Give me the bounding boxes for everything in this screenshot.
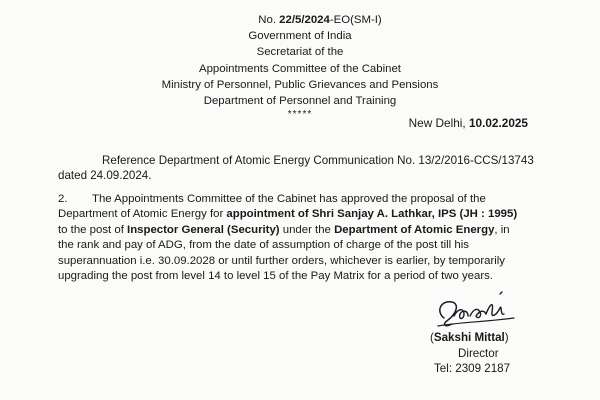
appointee-details: appointment of Shri Sanjay A. Lathkar, IPS (JH : 1995) (226, 208, 518, 221)
document-header (0, 12, 600, 121)
signatory-name: (Sakshi Mittal) (430, 331, 509, 344)
paragraph-line-1: 2. The Appointments Committee of the Cabinet has approved the proposal of the (58, 192, 560, 207)
header-secretariat: Secretariat of the (256, 46, 344, 59)
signature-drawing (430, 282, 520, 332)
header-committee: Appointments Committee of the Cabinet (199, 62, 401, 75)
signatory-block (430, 330, 560, 377)
file-number-bold: 22/5/2024 (279, 14, 330, 26)
paragraph-line-6: upgrading the post from level 14 to level 15 of the Pay Matrix for a period of two years. (58, 270, 493, 283)
reference-line-1: Reference Department of Atomic Energy Communication No. 13/2/2016-CCS/13743 (102, 154, 534, 167)
paragraph-line-5: superannuation i.e. 30.09.2028 or until further orders, whichever is earlier, by temporarily (58, 254, 506, 267)
header-government: Government of India (248, 30, 352, 43)
reference-line-2: dated 24.09.2024. (58, 168, 152, 182)
header-department: Department of Personnel and Training (203, 95, 397, 108)
paragraph-line-2: Department of Atomic Energy for appointment of Shri Sanjay A. Lathkar, IPS (JH : 1995) (58, 208, 518, 221)
handwritten-signature-icon (430, 282, 520, 332)
header-ministry: Ministry of Personnel, Public Grievances and Pensions (161, 78, 439, 91)
place-and-date (409, 116, 528, 131)
file-number: No. 22/5/2024-EO(SM-I) (258, 14, 382, 26)
paragraph-number: 2. (58, 193, 68, 205)
place: New Delhi, (408, 116, 469, 130)
paragraph-line-4: the rank and pay of ADG, from the date of assumption of charge of the post till his (58, 239, 469, 252)
issue-date: 10.02.2025 (468, 116, 528, 130)
paragraph-line-3: to the post of Inspector General (Security) under the Department of Atomic Energy, in (58, 223, 510, 236)
department-name: Department of Atomic Energy (334, 223, 495, 236)
post-title: Inspector General (Security) (127, 223, 280, 236)
header-separator-stars: ***** (287, 109, 313, 121)
reference-block (58, 154, 558, 183)
signatory-designation: Director (458, 346, 499, 360)
signatory-telephone: Tel: 2309 2187 (434, 362, 511, 376)
order-paragraph (58, 192, 560, 284)
